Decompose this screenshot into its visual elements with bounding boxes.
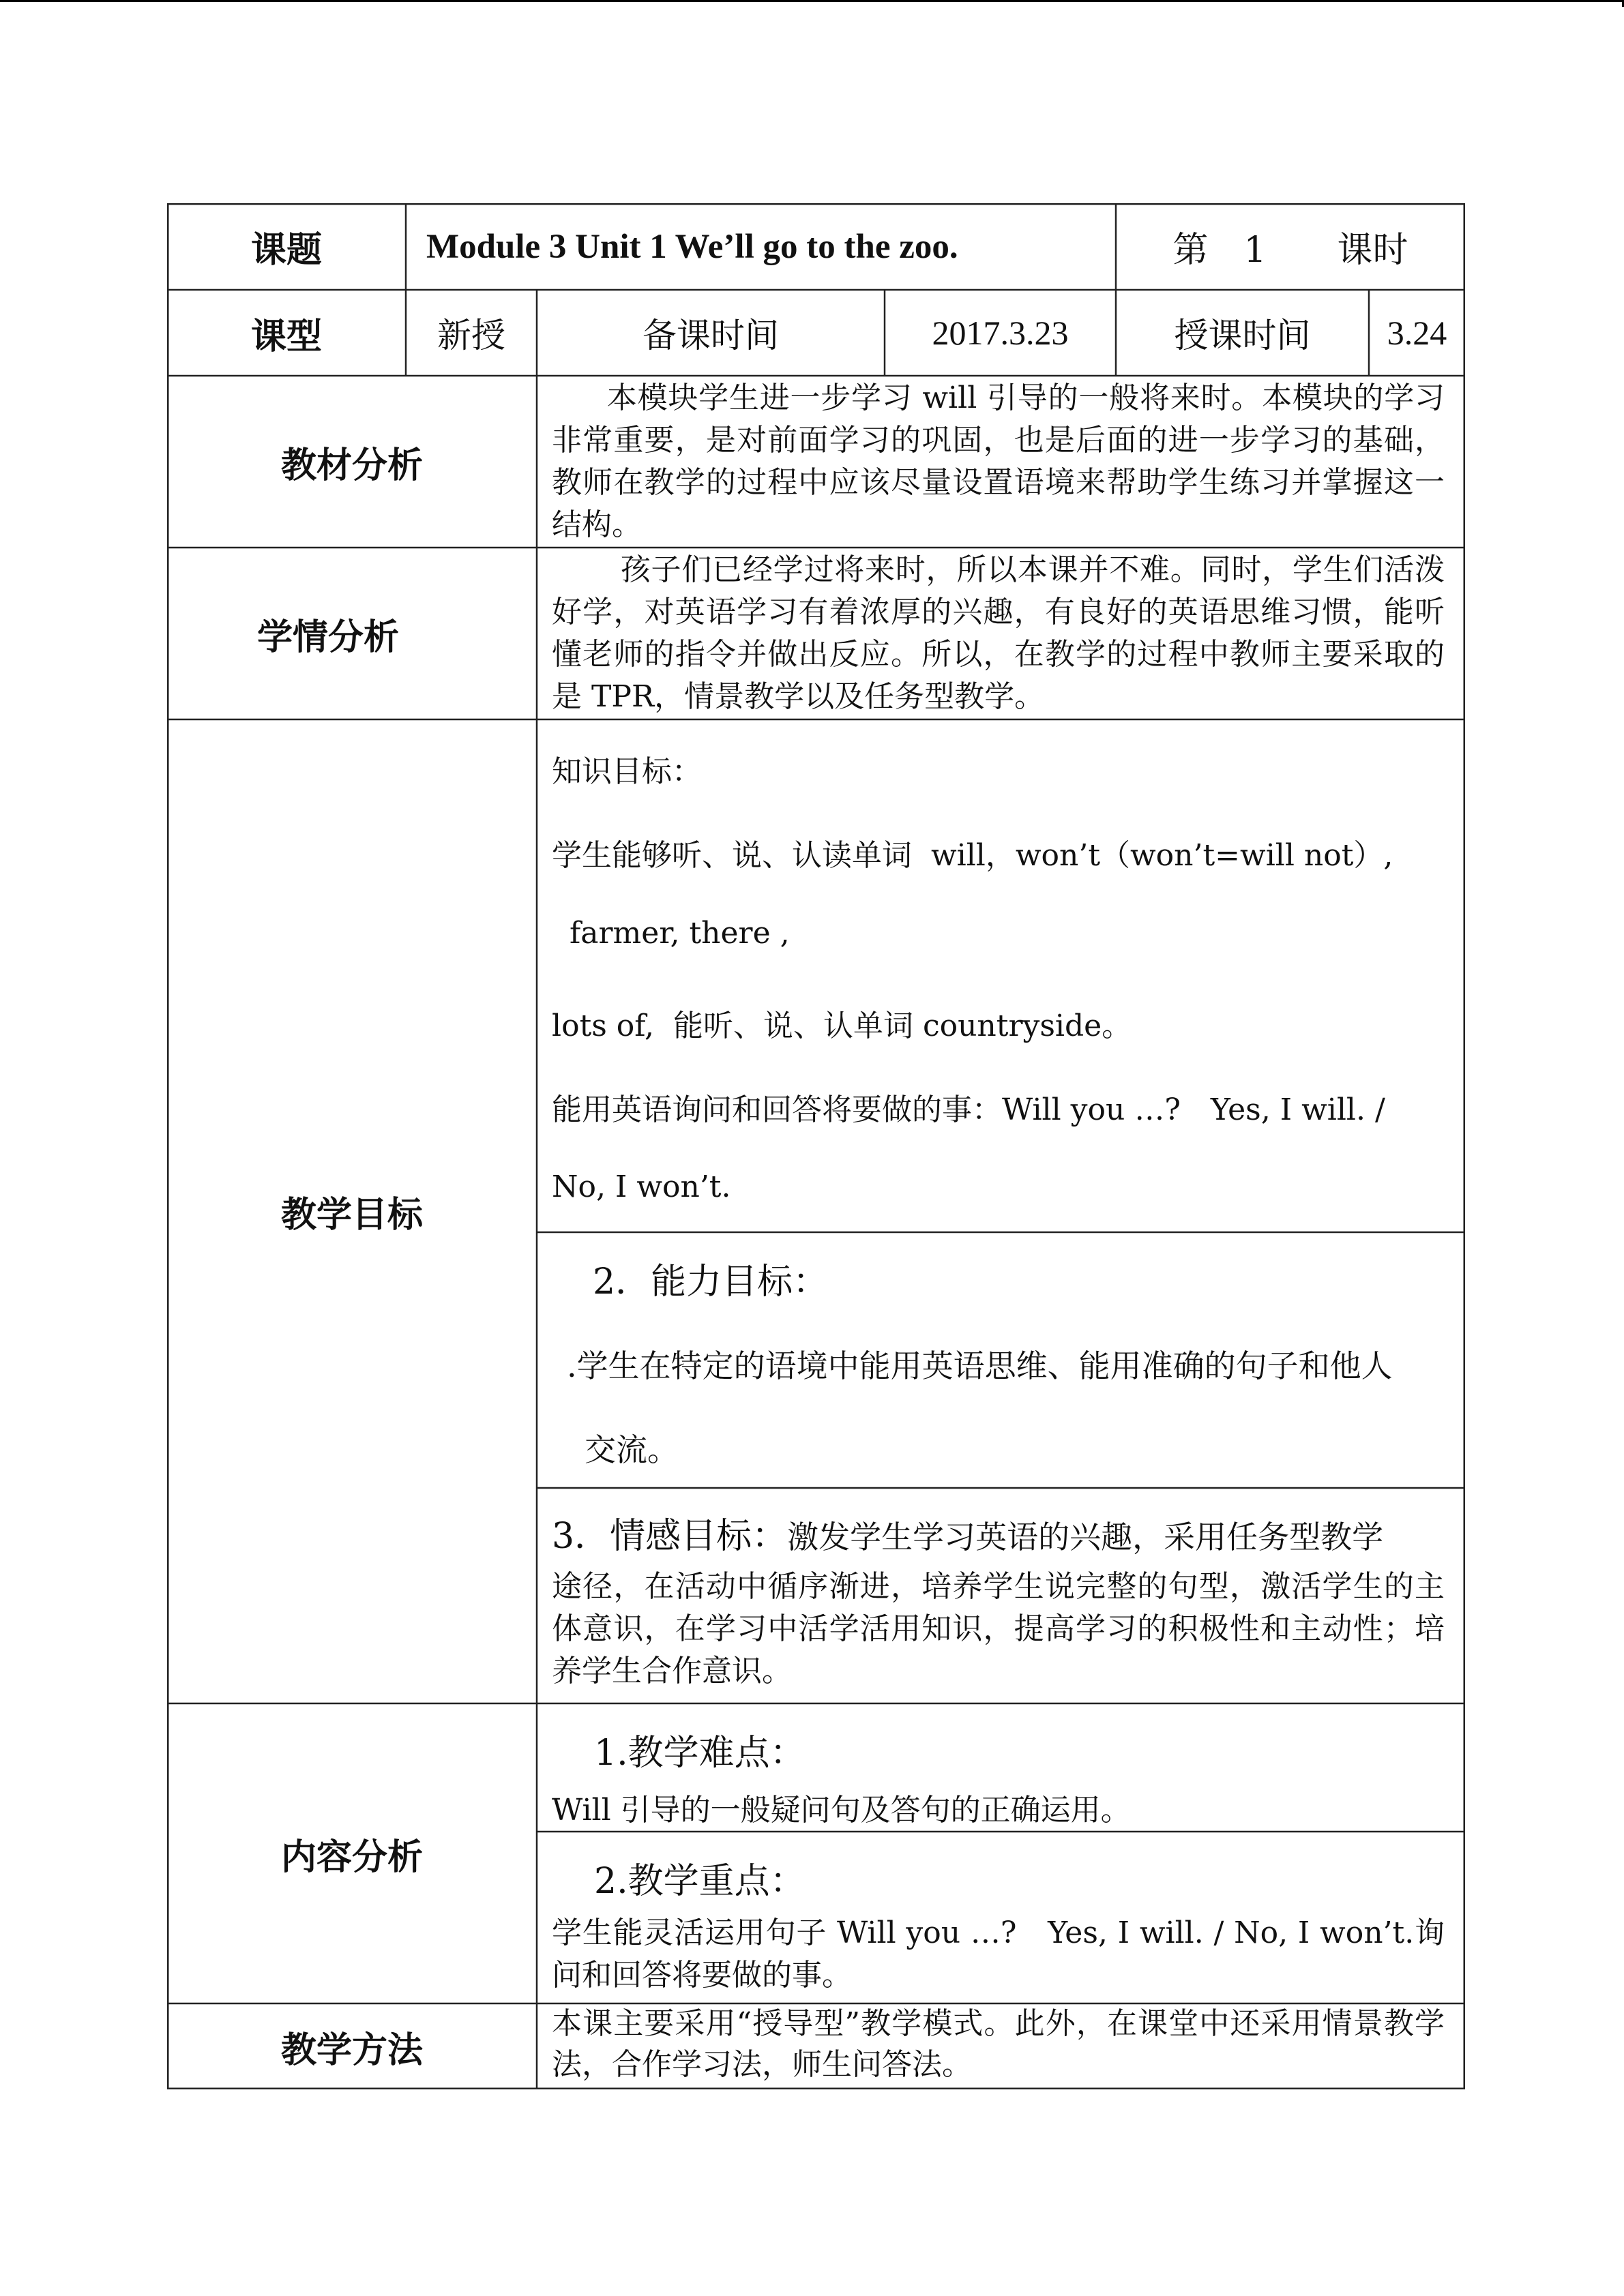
difficulty-text: Will 引导的一般疑问句及答句的正确运用。 [552, 1793, 1131, 1828]
content-label: 内容分析 [280, 1836, 423, 1878]
prep-time-value: 2017.3.23 [932, 314, 1069, 352]
knowledge-objectives [537, 719, 1465, 1232]
key-points-section [537, 1832, 1465, 2003]
key-text: 学生能灵活运用句子 Will you …? Yes, I will. / No, I won’t.询问和回答将要做的事。 [552, 1915, 1445, 1993]
key-heading: 2.教学重点： [594, 1861, 806, 1902]
difficulty-heading: 1.教学难点： [594, 1733, 806, 1774]
period-label: 第 1 课时 [1172, 230, 1408, 271]
emotion-objectives [537, 1488, 1465, 1703]
materials-text: 本模块学生进一步学习 will 引导的一般将来时。本模块的学习非常重要，是对前面学习的巩固，也是后面的进一步学习的基础，教师在教学的过程中应该尽量设置语境来帮助学生练习并掌握这一结构。 [552, 381, 1445, 542]
knowledge-line-2: farmer, there , [570, 916, 790, 951]
emotion-heading-rest: 激发学生学习英语的兴趣，采用任务型教学 [787, 1519, 1384, 1555]
teach-time-value: 3.24 [1387, 314, 1447, 352]
students-text: 孩子们已经学过将来时，所以本课并不难。同时，学生们活泼好学，对英语学习有着浓厚的兴趣，有良好的英语思维习惯，能听懂老师的指令并做出反应。所以，在教学的过程中教师主要采取的是 TPR，情景教学以及任务型教学。 [552, 552, 1445, 714]
emotion-heading-line [552, 1507, 1451, 1558]
lesson-plan-table [167, 203, 1465, 2089]
teach-time-label: 授课时间 [1174, 316, 1311, 355]
ability-line-2: 交流。 [585, 1431, 679, 1468]
materials-analysis [537, 376, 1465, 548]
type-value: 新授 [437, 316, 505, 355]
emotion-heading: 3．情感目标： [552, 1516, 788, 1557]
topic-label: 课题 [250, 230, 322, 271]
difficulty-section [537, 1703, 1465, 1832]
knowledge-line-1: 学生能够听、说、认读单词 will，won’t（won’t=will not）, [552, 838, 1393, 873]
ability-objectives [537, 1232, 1465, 1488]
students-label: 学情分析 [256, 616, 399, 658]
knowledge-heading: 知识目标： [552, 754, 702, 789]
knowledge-line-4: 能用英语询问和回答将要做的事：Will you …? Yes, I will. / [552, 1092, 1385, 1127]
ability-line-1: .学生在特定的语境中能用英语思维、能用准确的句子和他人 [567, 1347, 1393, 1384]
methods-label: 教学方法 [280, 2029, 423, 2071]
knowledge-line-3: lots of, 能听、说、认单词 countryside。 [552, 1009, 1132, 1043]
type-label: 课型 [250, 316, 322, 357]
objectives-label: 教学目标 [280, 1195, 423, 1236]
prep-time-label: 备课时间 [643, 316, 779, 355]
lesson-title: Module 3 Unit 1 We’ll go to the zoo. [426, 227, 958, 266]
knowledge-line-5: No, I won’t. [552, 1169, 731, 1204]
ability-heading: 2．能力目标： [593, 1262, 829, 1302]
top-border-line [0, 0, 1624, 2]
materials-label: 教材分析 [280, 445, 423, 486]
emotion-text: 途径，在活动中循序渐进，培养学生说完整的句型，激活学生的主体意识，在学习中活学活用知识，提高学习的积极性和主动性；培养学生合作意识。 [552, 1569, 1445, 1688]
methods-text: 本课主要采用“授导型”教学模式。此外，在课堂中还采用情景教学法，合作学习法，师生问答法。 [552, 2006, 1445, 2082]
students-analysis [537, 548, 1465, 719]
